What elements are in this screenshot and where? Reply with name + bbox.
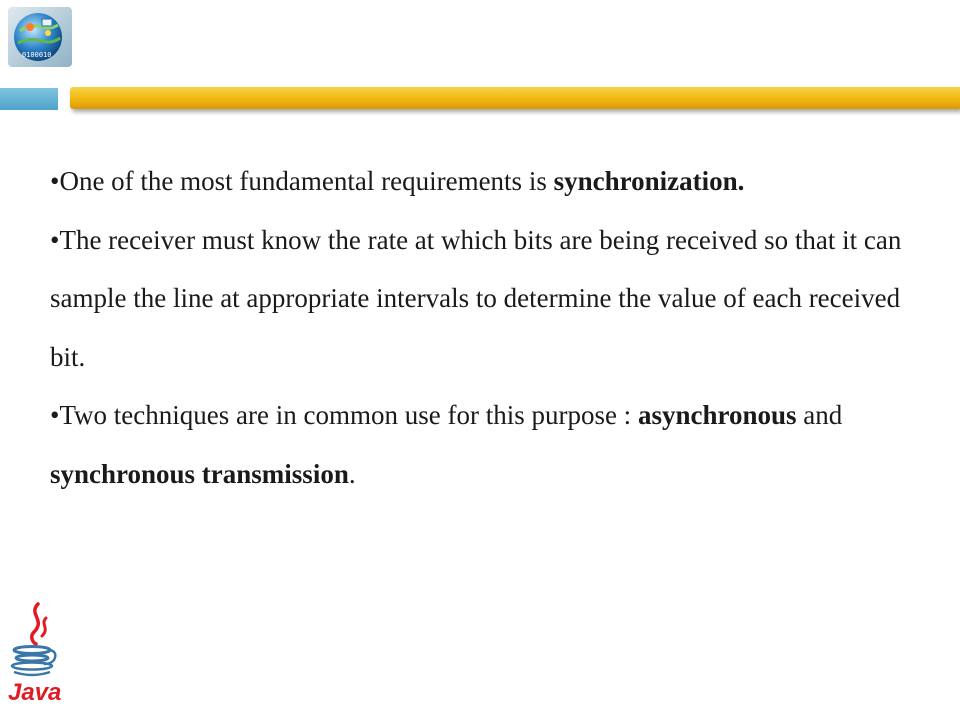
java-logo xyxy=(4,600,66,708)
bullet-symbol: • xyxy=(50,400,60,430)
globe-icon xyxy=(8,7,72,67)
bullet-2-text: The receiver must know the rate at which bits are being received so that it can sample the line at appropriate intervals to determine the value of each received bit. xyxy=(50,224,902,372)
bullet-3-and: and xyxy=(796,400,843,430)
header-bar xyxy=(70,87,960,109)
bullet-3-bold-asynchronous: asynchronous xyxy=(637,400,797,430)
java-logo-text: Java xyxy=(8,679,62,706)
bullet-1-bold-text: synchronization. xyxy=(553,166,745,196)
bullet-3-bold-synchronous: synchronous transmission xyxy=(50,458,349,489)
globe-logo xyxy=(8,7,72,67)
header-accent-square xyxy=(0,88,58,110)
globe-logo-text: 0100010 xyxy=(22,51,52,59)
java-coffee-cup-icon xyxy=(4,600,66,708)
bullet-1 xyxy=(50,152,910,211)
slide-content xyxy=(50,152,910,503)
bullet-3 xyxy=(50,386,910,503)
bullet-2 xyxy=(50,211,910,387)
bullet-symbol: • xyxy=(50,166,60,196)
bullet-3-period: . xyxy=(348,458,356,489)
bullet-3-text: Two techniques are in common use for this purpose : xyxy=(59,400,638,430)
bullet-1-text: One of the most fundamental requirements is xyxy=(59,166,554,196)
bullet-symbol: • xyxy=(50,224,60,255)
